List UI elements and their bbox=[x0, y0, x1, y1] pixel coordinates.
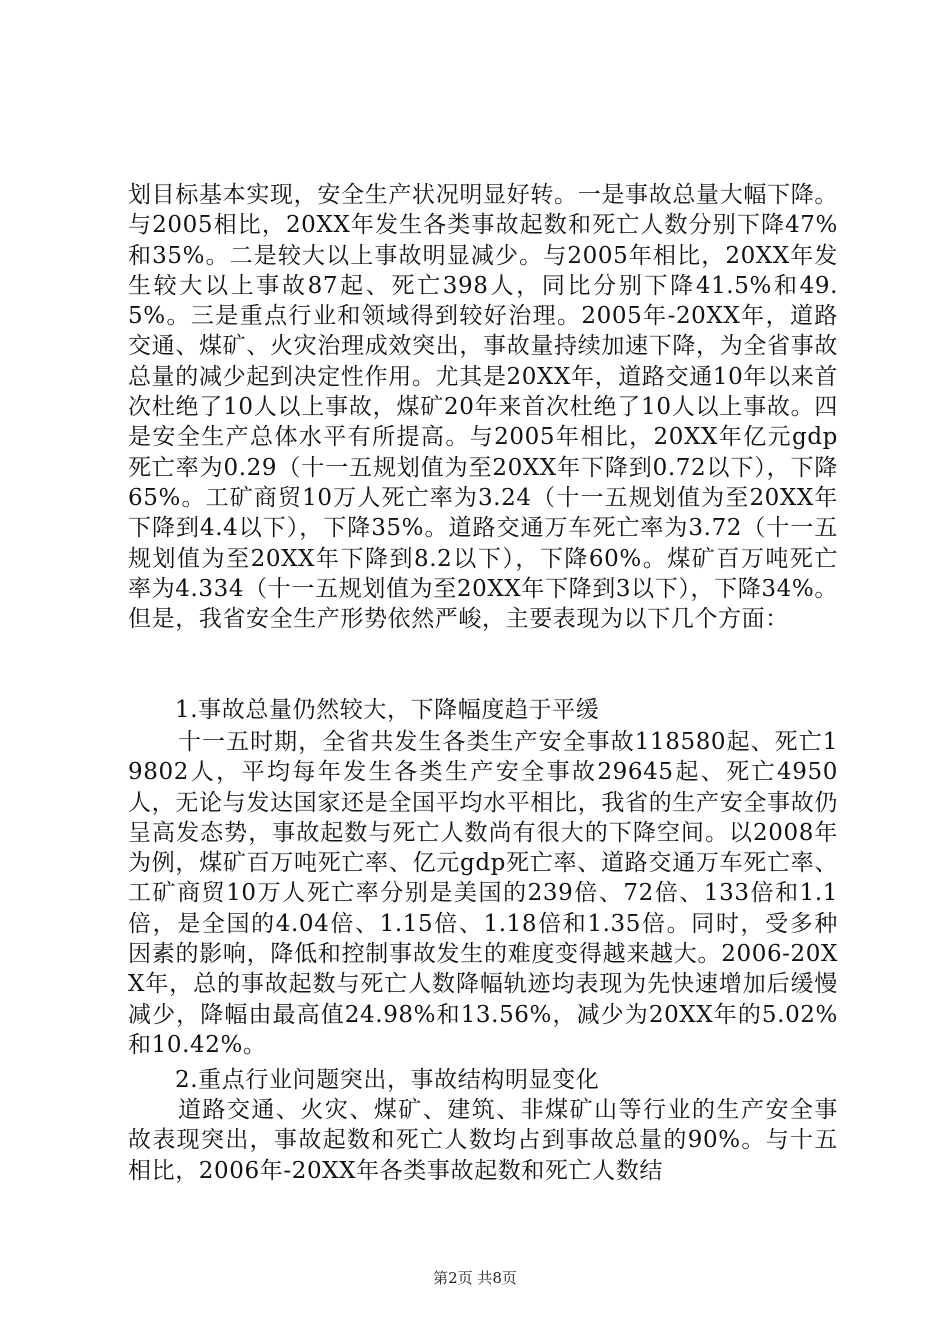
section-heading-1: 1.事故总量仍然较大，下降幅度趋于平缓 bbox=[175, 697, 600, 723]
intro-paragraph: 划目标基本实现，安全生产状况明显好转。一是事故总量大幅下降。与2005相比，20XX年发生各类事故起数和死亡人数分别下降47%和35%。二是较大以上事故明显减少。与2005年相比，20XX年发生较大以上事故87起、死亡398人，同比分别下降41.5%和49.5%。三是重点行业和领域得到较好治理。2005年-20XX年，道路交通、煤矿、火灾治理成效突出，事故量持续加速下降，为全省事故总量的减少起到决定性作用。尤其是20XX年，道路交通10年以来首次杜绝了10人以上事故，煤矿20年来首次杜绝了10人以上事故。四是安全生产总体水平有所提高。与2005年相比，20XX年亿元gdp死亡率为0.29（十一五规划值为至20XX年下降到0.72以下），下降65%。工矿商贸10万人死亡率为3.24（十一五规划值为至20XX年下降到4.4以下），下降35%。道路交通万车死亡率为3.72（十一五规划值为至20XX年下降到8.2以下），下降60%。煤矿百万吨死亡率为4.334（十一五规划值为至20XX年下降到3以下），下降34%。但是，我省安全生产形势依然严峻，主要表现为以下几个方面： bbox=[128, 182, 838, 633]
page-number-footer: 第2页 共8页 bbox=[433, 1269, 517, 1287]
section-1-paragraph: 十一五时期，全省共发生各类生产安全事故118580起、死亡19802人，平均每年发生各类生产安全事故29645起、死亡4950人，无论与发达国家还是全国平均水平相比，我省的生产安全事故仍呈高发态势，事故起数与死亡人数尚有很大的下降空间。以2008年为例，煤矿百万吨死亡率、亿元gdp死亡率、道路交通万车死亡率、工矿商贸10万人死亡率分别是美国的239倍、72倍、133倍和1.1倍，是全国的4.04倍、1.15倍、1.18倍和1.35倍。同时，受多种因素的影响，降低和控制事故发生的难度变得越来越大。2006-20XX年，总的事故起数与死亡人数降幅轨迹均表现为先快速增加后缓慢减少，降幅由最高值24.98%和13.56%，减少为20XX年的5.02%和10.42%。 bbox=[128, 729, 838, 1058]
section-2-paragraph: 道路交通、火灾、煤矿、建筑、非煤矿山等行业的生产安全事故表现突出，事故起数和死亡人数均占到事故总量的90%。与十五相比，2006年-20XX年各类事故起数和死亡人数结 bbox=[128, 1097, 838, 1184]
section-heading-2: 2.重点行业问题突出，事故结构明显变化 bbox=[175, 1067, 600, 1093]
